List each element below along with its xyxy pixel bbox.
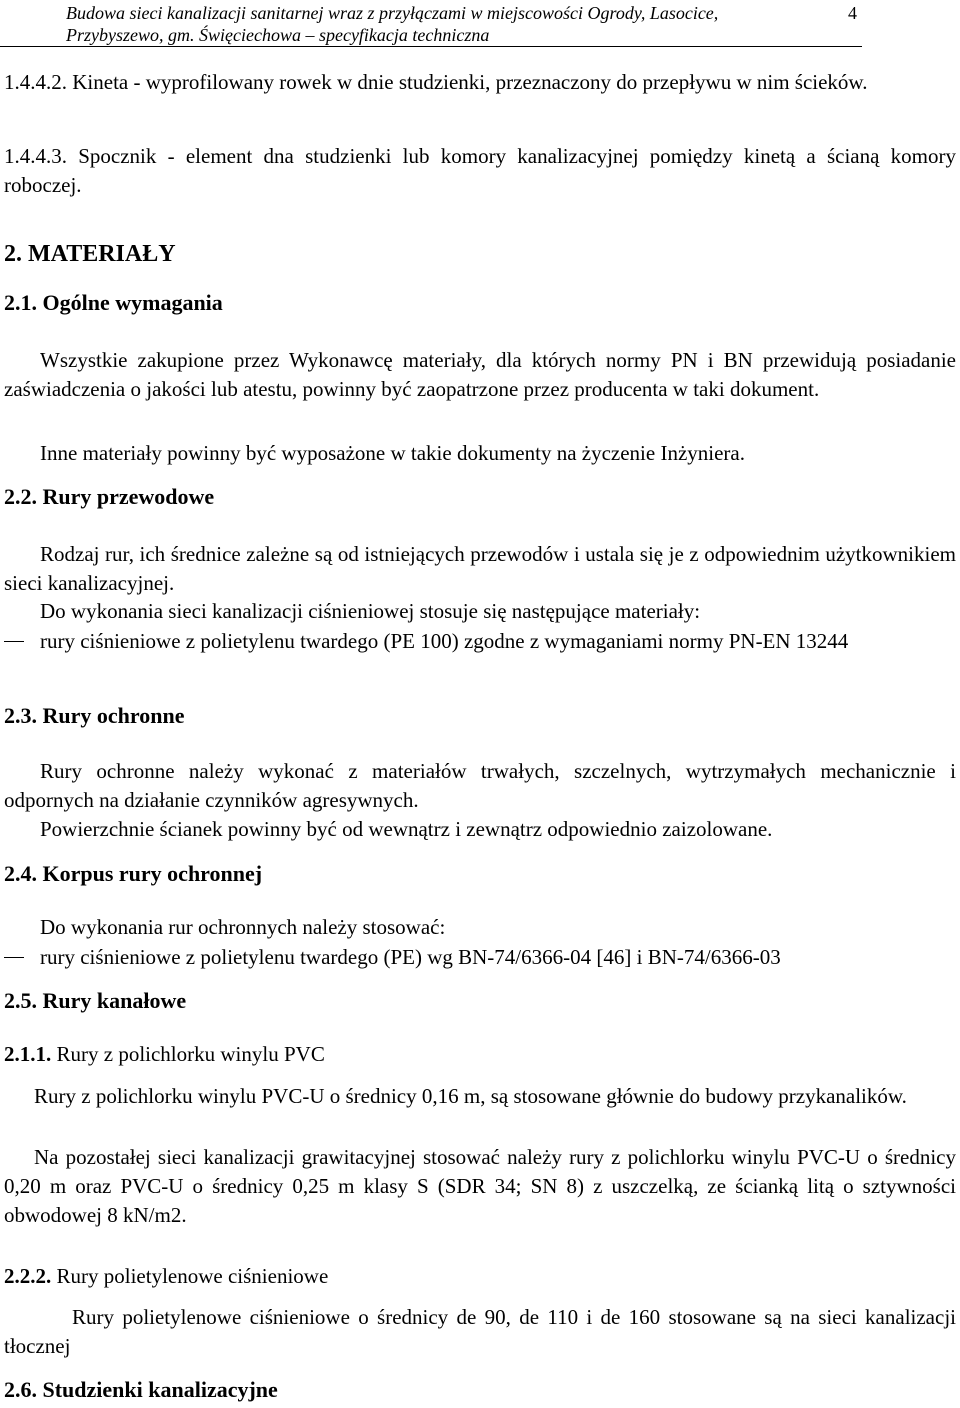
heading-title: Rury polietylenowe ciśnieniowe [56, 1264, 329, 1288]
subsection-heading-2-1-1 [4, 1040, 956, 1069]
paragraph-2-1-1-pvc-gravity: Na pozostałej sieci kanalizacji grawitacyjnej stosować należy rury z polichlorku winylu PVC-U o średnicy 0,20 m oraz PVC-U o średnicy 0,25 m klasy S (SDR 34; SN 8) z uszczelką, ze ścianką litą o sztywności obwodowej 8 kN/m2. [4, 1145, 956, 1227]
subsection-heading-2-1: 2.1. Ogólne wymagania [4, 290, 223, 315]
paragraph-text: Rury z polichlorku winylu PVC-U o średnicy 0,16 m, są stosowane głównie do budowy przykanalików. [34, 1084, 907, 1108]
subsection-heading-2-3: 2.3. Rury ochronne [4, 703, 185, 728]
subsection-heading-2-2: 2.2. Rury przewodowe [4, 484, 215, 509]
section-heading-materialy: 2. MATERIAŁY [4, 241, 176, 267]
header-rule [0, 46, 862, 47]
paragraph-2-3-materials: Rury ochronne należy wykonać z materiałów trwałych, szczelnych, wytrzymałych mechanicznie i odpornych na działanie czynników agresywnych. [4, 759, 956, 812]
header-title-line1: Budowa sieci kanalizacji sanitarnej wraz z przyłączami w miejscowości Ogrody, Lasocice, [66, 3, 719, 23]
subsection-heading-2-2-2 [4, 1262, 956, 1291]
subsection-heading-2-6: 2.6. Studzienki kanalizacyjne [4, 1377, 278, 1402]
list-item-2-2-pe100: rury ciśnieniowe z polietylenu twardego (PE 100) zgodne z wymaganiami normy PN-EN 13244 [40, 629, 849, 653]
heading-number: 2.2.2. [4, 1264, 52, 1288]
subsection-heading-2-4: 2.4. Korpus rury ochronnej [4, 861, 263, 886]
heading-number: 2.1.1. [4, 1042, 52, 1066]
paragraph-2-1-1-pvc160 [34, 1082, 956, 1111]
list-dash [4, 641, 24, 642]
paragraph-2-4-intro: Do wykonania rur ochronnych należy stosować: [40, 915, 446, 939]
paragraph-2-2-2-pe: Rury polietylenowe ciśnieniowe o średnicy de 90, de 110 i de 160 stosowane są na sieci kanalizacji tłocznej [4, 1305, 956, 1358]
paragraph-2-3-surfaces: Powierzchnie ścianek powinny być od wewnątrz i zewnątrz odpowiednio zaizolowane. [40, 817, 773, 841]
definition-spocznik: 1.4.4.3. Spocznik - element dna studzienki lub komory kanalizacyjnej pomiędzy kinetą a ścianą komory roboczej. [4, 144, 956, 197]
paragraph-2-1-other: Inne materiały powinny być wyposażone w takie dokumenty na życzenie Inżyniera. [40, 441, 745, 465]
page-number: 4 [848, 3, 857, 23]
header-title-line2: Przybyszewo, gm. Święciechowa – specyfikacja techniczna [66, 25, 490, 45]
list-item-2-4-pe: rury ciśnieniowe z polietylenu twardego (PE) wg BN-74/6366-04 [46] i BN-74/6366-03 [40, 945, 781, 969]
paragraph-2-1-general: Wszystkie zakupione przez Wykonawcę materiały, dla których normy PN i BN przewidują posiadanie zaświadczenia o jakości lub atestu, powinny być zaopatrzone przez producenta w taki dokument. [4, 348, 956, 401]
list-dash [4, 957, 24, 958]
paragraph-2-2-type: Rodzaj rur, ich średnice zależne są od istniejących przewodów i ustala się je z odpowiednim użytkownikiem sieci kanalizacyjnej. [4, 542, 956, 595]
paragraph-2-2-materials: Do wykonania sieci kanalizacji ciśnieniowej stosuje się następujące materiały: [40, 599, 701, 623]
subsection-heading-2-5: 2.5. Rury kanałowe [4, 988, 187, 1013]
heading-title: Rury z polichlorku winylu PVC [56, 1042, 325, 1066]
definition-kineta: 1.4.4.2. Kineta - wyprofilowany rowek w dnie studzienki, przeznaczony do przepływu w nim ścieków. [4, 70, 868, 94]
